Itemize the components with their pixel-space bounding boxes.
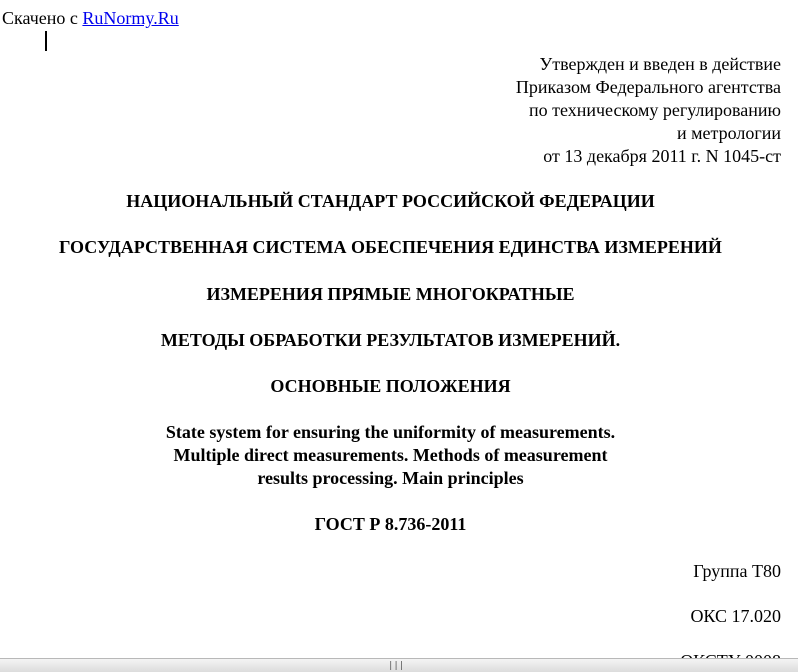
source-prefix: Скачено с — [2, 8, 83, 28]
main-provisions-heading: ОСНОВНЫЕ ПОЛОЖЕНИЯ — [270, 376, 511, 396]
english-title-line: results processing. Main principles — [257, 468, 524, 488]
approval-line: и метрологии — [677, 123, 781, 143]
approval-line: Утвержден и введен в действие — [539, 54, 781, 74]
national-standard-heading: НАЦИОНАЛЬНЫЙ СТАНДАРТ РОССИЙСКОЙ ФЕДЕРАЦИИ — [126, 191, 655, 211]
english-title — [0, 421, 781, 490]
approval-line: по техническому регулированию — [528, 100, 781, 120]
gost-designation: ГОСТ Р 8.736-2011 — [314, 514, 467, 534]
resize-grip-icon[interactable]: ||| — [388, 661, 405, 671]
text-cursor — [45, 31, 47, 51]
processing-methods-heading: МЕТОДЫ ОБРАБОТКИ РЕЗУЛЬТАТОВ ИЗМЕРЕНИЙ. — [160, 330, 621, 350]
direct-measurements-heading: ИЗМЕРЕНИЯ ПРЯМЫЕ МНОГОКРАТНЫЕ — [206, 284, 575, 304]
source-line — [2, 7, 179, 29]
oks-code: ОКС 17.020 — [690, 606, 781, 626]
english-title-line: State system for ensuring the uniformity of measurements. — [165, 422, 616, 442]
approval-line: от 13 декабря 2011 г. N 1045-ст — [543, 146, 781, 166]
state-system-heading: ГОСУДАРСТВЕННАЯ СИСТЕМА ОБЕСПЕЧЕНИЯ ЕДИНСТВА ИЗМЕРЕНИЙ — [59, 237, 722, 257]
approval-line: Приказом Федерального агентства — [515, 77, 781, 97]
status-bar — [0, 658, 798, 672]
english-title-line: Multiple direct measurements. Methods of measurement — [173, 445, 608, 465]
approval-block — [516, 53, 781, 168]
group-code: Группа Т80 — [693, 561, 781, 581]
runormy-link[interactable]: RuNormy.Ru — [82, 8, 179, 28]
